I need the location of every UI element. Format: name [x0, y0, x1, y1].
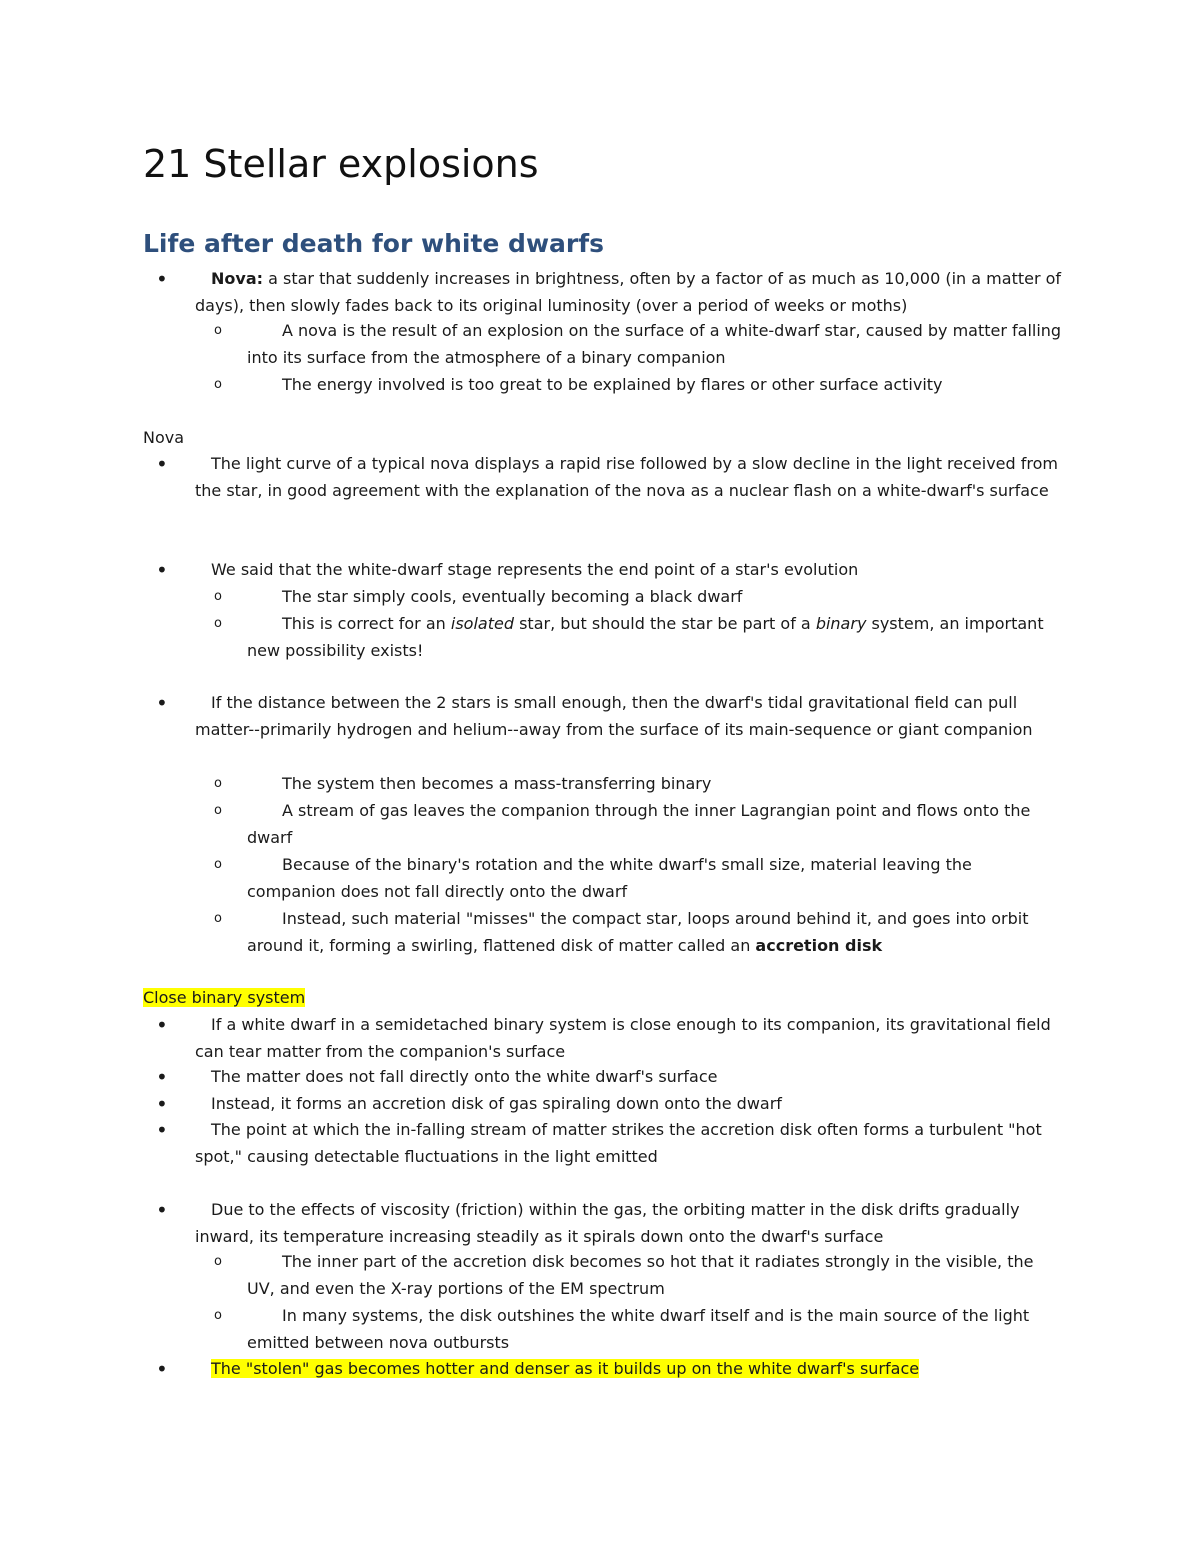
page-title: 21 Stellar explosions — [143, 142, 539, 186]
nova-label: Nova — [143, 428, 185, 447]
bullet-icon: • — [156, 691, 168, 715]
circle-bullet-icon: o — [214, 616, 222, 631]
section-heading: Life after death for white dwarfs — [143, 229, 604, 258]
bullet-icon: • — [156, 1065, 168, 1089]
document-page: 21 Stellar explosions Life after death for white dwarfs • Nova: a star that suddenly increases in brightness, often by a factor of as much as 10,000 (in a matter of days), then slowly fades back to its original luminosity (over a period of weeks or moths) o A nova is the result of an explosion on the surface of a white-dwarf star, caused by matter falling into its surface from the atmosphere of a binary companion o The energy involved is too great to be explained by flares or other surface activity Nova • The light curve of a typical nova displays a rapid rise followed by a slow decline in the light received from the star, in good agreement with the explanation of the nova as a nuclear flash on a white-dwarf's surface • We said that the white-dwarf stage represents the end point of a star's evolution o The star simply cools, eventually becoming a black dwarf o This is correct for an isolated star, but should the star be part of a binary system, an important new possibility exists! • If the distance between the 2 stars is small enough, then the dwarf's tidal gravitational field can pull matter--primarily hydrogen and helium--away from the surface of its main-sequence or giant companion o The system then becomes a mass-transferring binary o A stream of gas leaves the companion through the inner Lagrangian point and flows onto the dwarf o Because of the binary's rotation and the white dwarf's small size, material leaving the companion does not fall directly onto the dwarf o Instead, such material "misses" the compact star, loops around behind it, and goes into orbit around it, forming a swirling, flattened disk of matter called an accretion disk Close binary system • If a white dwarf in a semidetached binary system is close enough to its companion, its gravitational field can tear matter from the companion's surface • The matter does not fall directly onto the white dwarf's surface • Instead, it forms an accretion disk of gas spiraling down onto the dwarf • The point at which the in-falling stream of matter strikes the accretion disk often forms a turbulent "hot spot," causing detectable fluctuations in the light emitted • Due to the effects of viscosity (friction) within the gas, the orbiting matter in the disk drifts gradually inward, its temperature increasing steadily as it spirals down onto the dwarf's surface o The inner part of the accretion disk becomes so hot that it radiates strongly in the visible, the UV, and even the X-ray portions of the EM spectrum o In many systems, the disk outshines the white dwarf itself and is the main source of the light emitted between nova outbursts • The "stolen" gas becomes hotter and denser as it builds up on the white dwarf's surface — [143, 142, 1062, 1381]
term-accretion-disk: accretion disk — [755, 935, 883, 955]
bullet-icon: • — [156, 1013, 168, 1037]
bullet-icon: • — [156, 1198, 168, 1222]
circle-bullet-icon: o — [214, 323, 222, 338]
emphasis-isolated: isolated — [450, 614, 514, 633]
circle-bullet-icon: o — [214, 1308, 222, 1323]
circle-bullet-icon: o — [214, 911, 222, 926]
circle-bullet-icon: o — [214, 803, 222, 818]
bullet-icon: • — [156, 1092, 168, 1116]
bullet-icon: • — [156, 1357, 168, 1381]
emphasis-binary: binary — [815, 614, 867, 633]
circle-bullet-icon: o — [214, 776, 222, 791]
close-binary-label: Close binary system — [143, 988, 306, 1007]
circle-bullet-icon: o — [214, 1254, 222, 1269]
bullet-icon: • — [156, 558, 168, 582]
term-bold: Nova: — [211, 269, 264, 288]
circle-bullet-icon: o — [214, 377, 222, 392]
bullet-icon: • — [156, 1118, 168, 1142]
bullet-icon: • — [156, 452, 168, 476]
circle-bullet-icon: o — [214, 857, 222, 872]
bullet-icon: • — [156, 267, 168, 291]
circle-bullet-icon: o — [214, 589, 222, 604]
highlighted-text: The "stolen" gas becomes hotter and denser as it builds up on the white dwarf's surface — [211, 1359, 920, 1378]
